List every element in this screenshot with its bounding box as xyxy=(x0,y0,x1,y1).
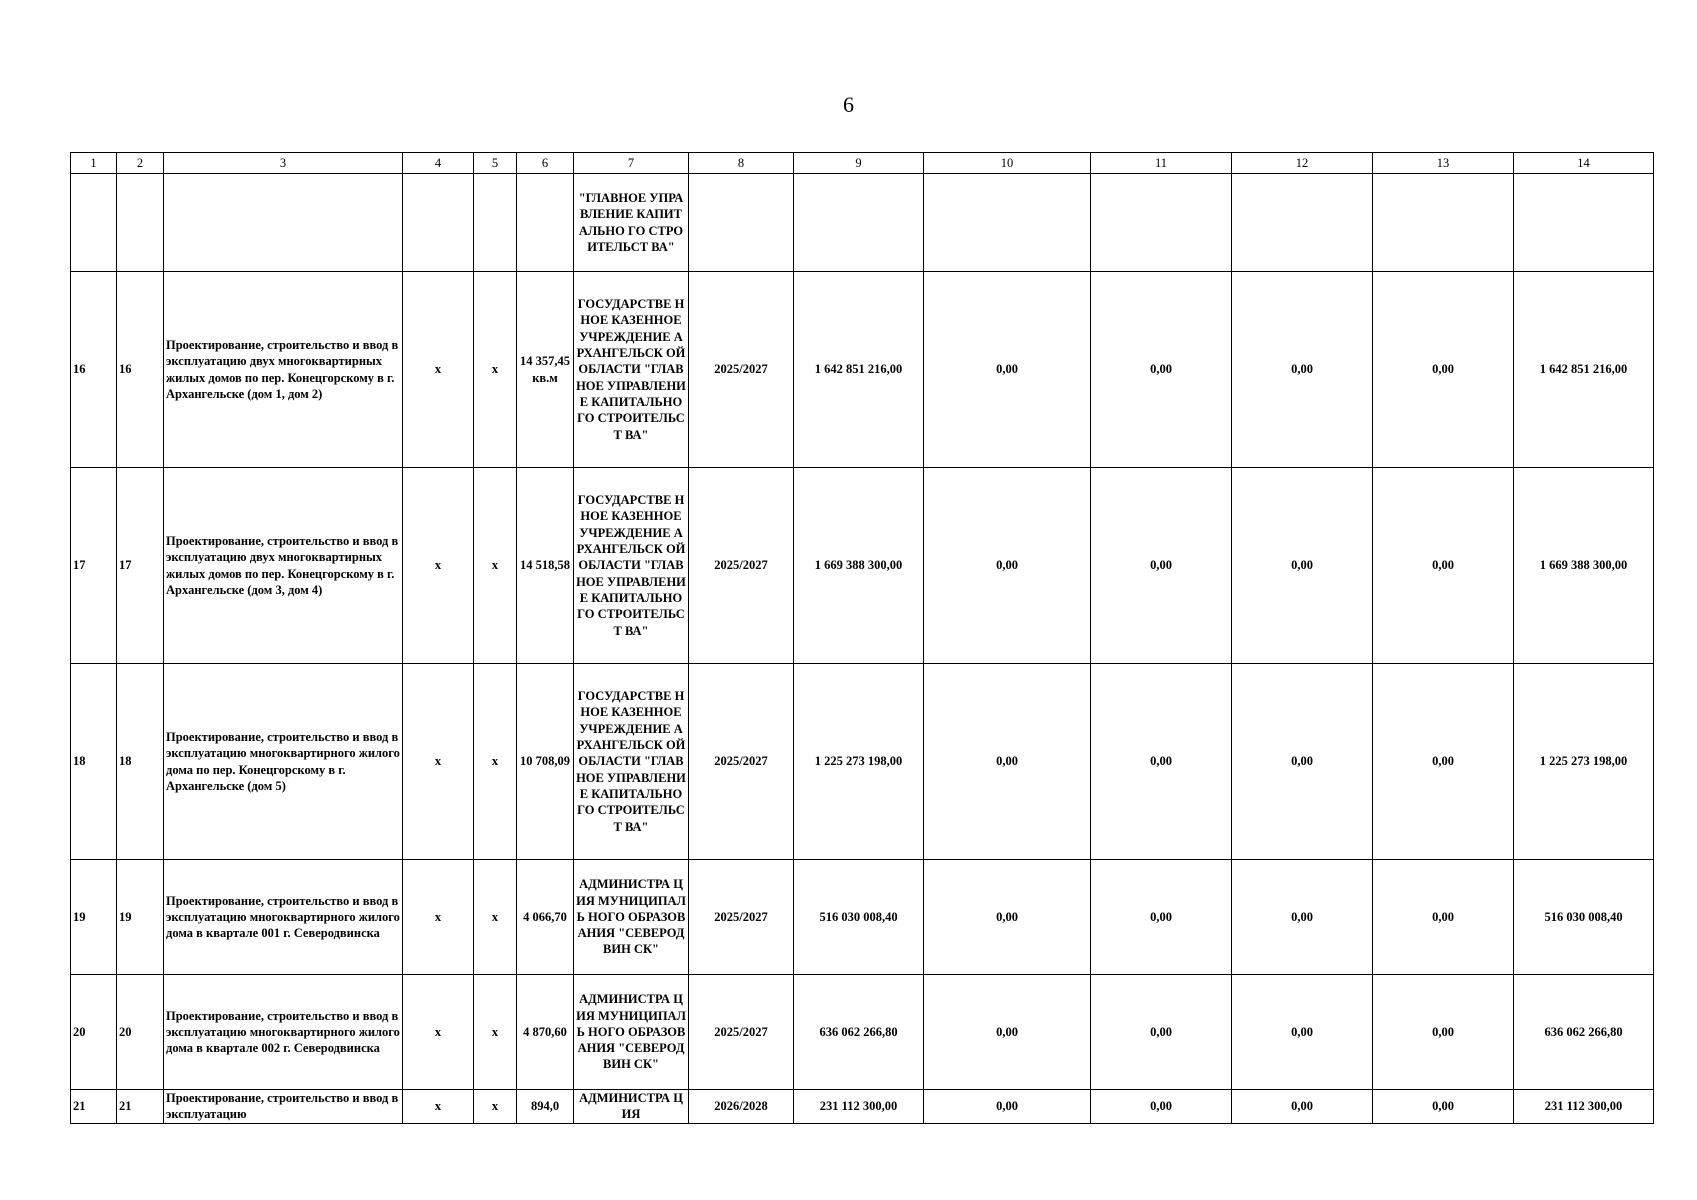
cell-col14: 1 669 388 300,00 xyxy=(1514,468,1654,664)
cell-total: 516 030 008,40 xyxy=(794,860,924,975)
cell-col12: 0,00 xyxy=(1232,468,1373,664)
cell-col13: 0,00 xyxy=(1373,975,1514,1090)
cell-total: 1 642 851 216,00 xyxy=(794,272,924,468)
cell-col4: x xyxy=(403,1090,474,1124)
cell-total: 231 112 300,00 xyxy=(794,1090,924,1124)
cell-row-number xyxy=(71,174,117,272)
cell-total: 636 062 266,80 xyxy=(794,975,924,1090)
column-header: 2 xyxy=(117,153,164,174)
cell-description: Проектирование, строительство и ввод в эксплуатацию xyxy=(164,1090,403,1124)
cell-description: Проектирование, строительство и ввод в эксплуатацию двух многоквартирных жилых домов по пер. Конецгорскому в г. Архангельске (дом 1, дом 2) xyxy=(164,272,403,468)
cell-col5: x xyxy=(474,1090,517,1124)
cell-col13: 0,00 xyxy=(1373,272,1514,468)
column-header: 6 xyxy=(517,153,574,174)
cell-col5 xyxy=(474,174,517,272)
cell-total: 1 669 388 300,00 xyxy=(794,468,924,664)
table-row xyxy=(71,468,1654,664)
column-header: 3 xyxy=(164,153,403,174)
cell-item-number: 19 xyxy=(117,860,164,975)
cell-description: Проектирование, строительство и ввод в эксплуатацию двух многоквартирных жилых домов по пер. Конецгорскому в г. Архангельске (дом 3, дом 4) xyxy=(164,468,403,664)
cell-total xyxy=(794,174,924,272)
cell-item-number: 20 xyxy=(117,975,164,1090)
cell-row-number: 17 xyxy=(71,468,117,664)
cell-item-number: 17 xyxy=(117,468,164,664)
cell-col10: 0,00 xyxy=(924,468,1091,664)
cell-col10: 0,00 xyxy=(924,975,1091,1090)
cell-organization: АДМИНИСТРА ЦИЯ xyxy=(574,1090,689,1124)
cell-item-number: 18 xyxy=(117,664,164,860)
cell-col14: 516 030 008,40 xyxy=(1514,860,1654,975)
cell-col10: 0,00 xyxy=(924,664,1091,860)
cell-col12: 0,00 xyxy=(1232,664,1373,860)
column-header: 13 xyxy=(1373,153,1514,174)
cell-col13: 0,00 xyxy=(1373,664,1514,860)
table-row xyxy=(71,860,1654,975)
cell-row-number: 16 xyxy=(71,272,117,468)
cell-col14: 1 225 273 198,00 xyxy=(1514,664,1654,860)
column-header: 8 xyxy=(689,153,794,174)
cell-capacity: 4 870,60 xyxy=(517,975,574,1090)
cell-row-number: 21 xyxy=(71,1090,117,1124)
cell-organization: ГОСУДАРСТВЕ ННОЕ КАЗЕННОЕ УЧРЕЖДЕНИЕ АРХАНГЕЛЬСК ОЙ ОБЛАСТИ "ГЛАВНОЕ УПРАВЛЕНИЕ КАПИТАЛЬНО ГО СТРОИТЕЛЬСТ ВА" xyxy=(574,468,689,664)
cell-col4: x xyxy=(403,860,474,975)
cell-col4: x xyxy=(403,468,474,664)
cell-period: 2025/2027 xyxy=(689,664,794,860)
cell-period: 2026/2028 xyxy=(689,1090,794,1124)
cell-col12: 0,00 xyxy=(1232,272,1373,468)
cell-item-number: 16 xyxy=(117,272,164,468)
cell-col10: 0,00 xyxy=(924,860,1091,975)
cell-col4 xyxy=(403,174,474,272)
cell-col11 xyxy=(1091,174,1232,272)
cell-period: 2025/2027 xyxy=(689,975,794,1090)
budget-table xyxy=(70,152,1654,1124)
cell-period: 2025/2027 xyxy=(689,860,794,975)
cell-col13: 0,00 xyxy=(1373,468,1514,664)
cell-period xyxy=(689,174,794,272)
table-row xyxy=(71,174,1654,272)
cell-capacity xyxy=(517,174,574,272)
cell-organization: ГОСУДАРСТВЕ ННОЕ КАЗЕННОЕ УЧРЕЖДЕНИЕ АРХАНГЕЛЬСК ОЙ ОБЛАСТИ "ГЛАВНОЕ УПРАВЛЕНИЕ КАПИТАЛЬНО ГО СТРОИТЕЛЬСТ ВА" xyxy=(574,272,689,468)
cell-capacity: 14 518,58 xyxy=(517,468,574,664)
cell-col5: x xyxy=(474,664,517,860)
cell-organization: "ГЛАВНОЕ УПРАВЛЕНИЕ КАПИТАЛЬНО ГО СТРОИТЕЛЬСТ ВА" xyxy=(574,174,689,272)
cell-col11: 0,00 xyxy=(1091,860,1232,975)
table-row xyxy=(71,664,1654,860)
cell-total: 1 225 273 198,00 xyxy=(794,664,924,860)
cell-item-number xyxy=(117,174,164,272)
table-row xyxy=(71,975,1654,1090)
cell-col4: x xyxy=(403,664,474,860)
table-row xyxy=(71,1090,1654,1124)
cell-col11: 0,00 xyxy=(1091,664,1232,860)
cell-row-number: 19 xyxy=(71,860,117,975)
cell-capacity: 10 708,09 xyxy=(517,664,574,860)
cell-col14: 231 112 300,00 xyxy=(1514,1090,1654,1124)
column-header: 7 xyxy=(574,153,689,174)
cell-row-number: 18 xyxy=(71,664,117,860)
cell-col5: x xyxy=(474,975,517,1090)
column-header: 12 xyxy=(1232,153,1373,174)
column-header: 4 xyxy=(403,153,474,174)
cell-description: Проектирование, строительство и ввод в эксплуатацию многоквартирного жилого дома в квартале 001 г. Северодвинска xyxy=(164,860,403,975)
cell-col11: 0,00 xyxy=(1091,468,1232,664)
cell-item-number: 21 xyxy=(117,1090,164,1124)
cell-col12: 0,00 xyxy=(1232,1090,1373,1124)
page-number: 6 xyxy=(843,92,854,117)
cell-description: Проектирование, строительство и ввод в эксплуатацию многоквартирного жилого дома в квартале 002 г. Северодвинска xyxy=(164,975,403,1090)
column-header: 9 xyxy=(794,153,924,174)
cell-period: 2025/2027 xyxy=(689,468,794,664)
table-row xyxy=(71,272,1654,468)
cell-col14: 636 062 266,80 xyxy=(1514,975,1654,1090)
cell-col5: x xyxy=(474,468,517,664)
cell-col12: 0,00 xyxy=(1232,860,1373,975)
column-header: 10 xyxy=(924,153,1091,174)
column-number-row xyxy=(71,153,1654,174)
cell-organization: АДМИНИСТРА ЦИЯ МУНИЦИПАЛЬ НОГО ОБРАЗОВАНИЯ "СЕВЕРОДВИН СК" xyxy=(574,975,689,1090)
cell-col11: 0,00 xyxy=(1091,272,1232,468)
cell-col10: 0,00 xyxy=(924,1090,1091,1124)
cell-capacity: 894,0 xyxy=(517,1090,574,1124)
cell-organization: ГОСУДАРСТВЕ ННОЕ КАЗЕННОЕ УЧРЕЖДЕНИЕ АРХАНГЕЛЬСК ОЙ ОБЛАСТИ "ГЛАВНОЕ УПРАВЛЕНИЕ КАПИТАЛЬНО ГО СТРОИТЕЛЬСТ ВА" xyxy=(574,664,689,860)
cell-col10: 0,00 xyxy=(924,272,1091,468)
cell-col11: 0,00 xyxy=(1091,975,1232,1090)
cell-col12 xyxy=(1232,174,1373,272)
cell-col14 xyxy=(1514,174,1654,272)
cell-capacity: 4 066,70 xyxy=(517,860,574,975)
cell-col13 xyxy=(1373,174,1514,272)
cell-organization: АДМИНИСТРА ЦИЯ МУНИЦИПАЛЬ НОГО ОБРАЗОВАНИЯ "СЕВЕРОДВИН СК" xyxy=(574,860,689,975)
cell-description: Проектирование, строительство и ввод в эксплуатацию многоквартирного жилого дома по пер. Конецгорскому в г. Архангельске (дом 5) xyxy=(164,664,403,860)
column-header: 5 xyxy=(474,153,517,174)
cell-description xyxy=(164,174,403,272)
cell-col4: x xyxy=(403,975,474,1090)
cell-capacity: 14 357,45 кв.м xyxy=(517,272,574,468)
cell-col13: 0,00 xyxy=(1373,860,1514,975)
cell-col12: 0,00 xyxy=(1232,975,1373,1090)
column-header: 11 xyxy=(1091,153,1232,174)
column-header: 1 xyxy=(71,153,117,174)
cell-col13: 0,00 xyxy=(1373,1090,1514,1124)
cell-col14: 1 642 851 216,00 xyxy=(1514,272,1654,468)
cell-period: 2025/2027 xyxy=(689,272,794,468)
cell-col4: x xyxy=(403,272,474,468)
column-header: 14 xyxy=(1514,153,1654,174)
cell-col10 xyxy=(924,174,1091,272)
cell-col5: x xyxy=(474,860,517,975)
cell-col5: x xyxy=(474,272,517,468)
cell-col11: 0,00 xyxy=(1091,1090,1232,1124)
cell-row-number: 20 xyxy=(71,975,117,1090)
